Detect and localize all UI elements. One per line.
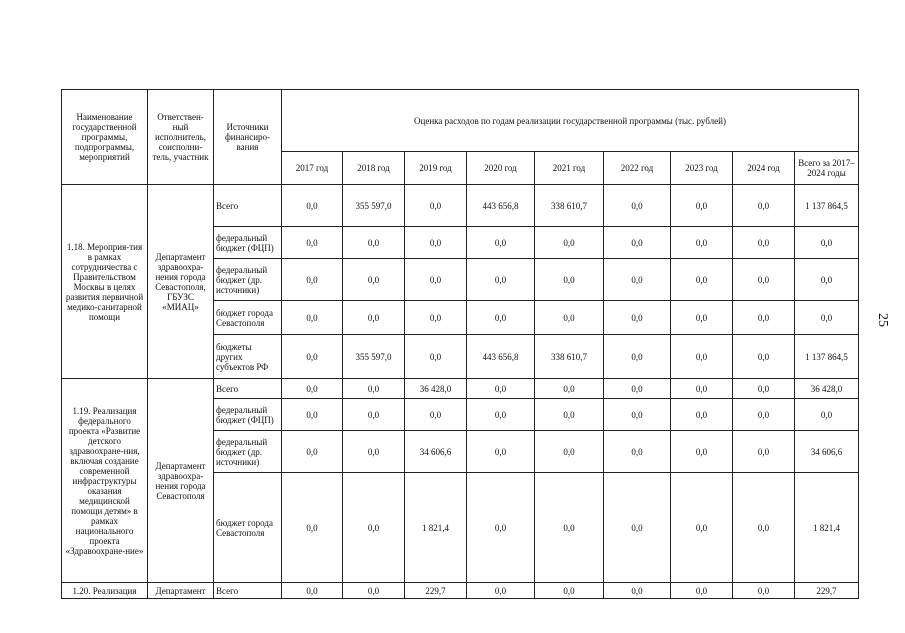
year-value: 0,0	[733, 301, 795, 335]
year-value: 0,0	[671, 259, 733, 301]
total-value: 0,0	[795, 399, 859, 431]
year-value: 229,7	[405, 583, 467, 599]
year-value: 0,0	[535, 259, 604, 301]
funding-source: бюджет города Севастополя	[214, 473, 282, 583]
year-value: 0,0	[467, 301, 535, 335]
header-year-total: Всего за 2017–2024 годы	[795, 152, 859, 185]
header-year: 2021 год	[535, 152, 604, 185]
year-value: 1 821,4	[405, 473, 467, 583]
header-year: 2024 год	[733, 152, 795, 185]
total-value: 0,0	[795, 301, 859, 335]
funding-source: Всего	[214, 185, 282, 227]
total-value: 0,0	[795, 259, 859, 301]
year-value: 0,0	[467, 399, 535, 431]
year-value: 0,0	[282, 227, 343, 259]
year-value: 0,0	[733, 185, 795, 227]
year-value: 0,0	[671, 473, 733, 583]
year-value: 0,0	[604, 379, 671, 399]
header-source: Источники финансиро-вания	[214, 90, 282, 185]
page-number: 25	[875, 313, 890, 327]
executor-name: Департамент здравоохра-нения города Севастополя	[148, 379, 214, 583]
year-value: 0,0	[733, 379, 795, 399]
year-value: 0,0	[343, 431, 405, 473]
year-value: 0,0	[604, 227, 671, 259]
year-value: 0,0	[282, 335, 343, 379]
year-value: 0,0	[535, 399, 604, 431]
year-value: 0,0	[467, 431, 535, 473]
header-year: 2017 год	[282, 152, 343, 185]
executor-name: Департамент	[148, 583, 214, 599]
table-row	[62, 379, 859, 399]
year-value: 0,0	[733, 399, 795, 431]
year-value: 0,0	[282, 379, 343, 399]
total-value: 1 137 864,5	[795, 185, 859, 227]
year-value: 443 656,8	[467, 335, 535, 379]
total-value: 0,0	[795, 227, 859, 259]
header-year: 2020 год	[467, 152, 535, 185]
year-value: 0,0	[671, 379, 733, 399]
year-value: 0,0	[467, 379, 535, 399]
year-value: 0,0	[604, 259, 671, 301]
header-estimate: Оценка расходов по годам реализации государственной программы (тыс. рублей)	[282, 90, 859, 152]
year-value: 0,0	[535, 301, 604, 335]
year-value: 0,0	[604, 431, 671, 473]
year-value: 0,0	[671, 227, 733, 259]
header-year: 2018 год	[343, 152, 405, 185]
year-value: 443 656,8	[467, 185, 535, 227]
year-value: 0,0	[467, 583, 535, 599]
year-value: 0,0	[282, 431, 343, 473]
funding-source: бюджеты других субъектов РФ	[214, 335, 282, 379]
year-value: 0,0	[671, 431, 733, 473]
header-year: 2022 год	[604, 152, 671, 185]
year-value: 0,0	[671, 583, 733, 599]
table-row	[62, 583, 859, 599]
year-value: 0,0	[343, 583, 405, 599]
total-value: 36 428,0	[795, 379, 859, 399]
year-value: 0,0	[343, 227, 405, 259]
year-value: 0,0	[671, 301, 733, 335]
funding-source: Всего	[214, 583, 282, 599]
year-value: 0,0	[733, 583, 795, 599]
table-body	[62, 185, 859, 599]
funding-source: Всего	[214, 379, 282, 399]
year-value: 0,0	[467, 227, 535, 259]
year-value: 338 610,7	[535, 335, 604, 379]
budget-table	[61, 89, 859, 599]
total-value: 34 606,6	[795, 431, 859, 473]
year-value: 0,0	[282, 583, 343, 599]
year-value: 0,0	[343, 301, 405, 335]
year-value: 0,0	[671, 335, 733, 379]
header-year: 2023 год	[671, 152, 733, 185]
year-value: 0,0	[343, 259, 405, 301]
year-value: 0,0	[604, 473, 671, 583]
year-value: 0,0	[733, 335, 795, 379]
header-program: Наименование государственной программы, подпрограммы, мероприятий	[62, 90, 148, 185]
year-value: 0,0	[343, 473, 405, 583]
year-value: 0,0	[604, 185, 671, 227]
total-value: 229,7	[795, 583, 859, 599]
funding-source: федеральный бюджет (др. источники)	[214, 431, 282, 473]
year-value: 0,0	[671, 185, 733, 227]
funding-source: федеральный бюджет (ФЦП)	[214, 399, 282, 431]
year-value: 0,0	[467, 259, 535, 301]
year-value: 0,0	[733, 259, 795, 301]
year-value: 0,0	[604, 335, 671, 379]
year-value: 0,0	[282, 185, 343, 227]
year-value: 0,0	[733, 473, 795, 583]
year-value: 0,0	[467, 473, 535, 583]
executor-name: Департамент здравоохра-нения города Севастополя, ГБУЗС «МИАЦ»	[148, 185, 214, 379]
year-value: 0,0	[282, 301, 343, 335]
year-value: 0,0	[535, 473, 604, 583]
funding-source: бюджет города Севастополя	[214, 301, 282, 335]
year-value: 0,0	[405, 301, 467, 335]
total-value: 1 137 864,5	[795, 335, 859, 379]
year-value: 338 610,7	[535, 185, 604, 227]
program-name: 1.19. Реализация федерального проекта «Развитие детского здравоохране-ния, включая создание современной инфраструктуры оказания медицинской помощи детям» в рамках национального проекта «Здравоохране-ние»	[62, 379, 148, 583]
year-value: 0,0	[535, 227, 604, 259]
year-value: 0,0	[535, 431, 604, 473]
year-value: 34 606,6	[405, 431, 467, 473]
year-value: 355 597,0	[343, 185, 405, 227]
year-value: 0,0	[405, 335, 467, 379]
year-value: 0,0	[733, 431, 795, 473]
year-value: 0,0	[535, 379, 604, 399]
year-value: 0,0	[282, 259, 343, 301]
table-row	[62, 185, 859, 227]
year-value: 0,0	[282, 473, 343, 583]
year-value: 0,0	[671, 399, 733, 431]
year-value: 0,0	[733, 227, 795, 259]
funding-source: федеральный бюджет (ФЦП)	[214, 227, 282, 259]
year-value: 0,0	[604, 301, 671, 335]
year-value: 0,0	[343, 399, 405, 431]
header-executor: Ответствен-ный исполнитель, соисполни-тель, участник	[148, 90, 214, 185]
funding-source: федеральный бюджет (др. источники)	[214, 259, 282, 301]
year-value: 0,0	[405, 185, 467, 227]
year-value: 0,0	[282, 399, 343, 431]
year-value: 0,0	[604, 399, 671, 431]
program-name: 1.20. Реализация	[62, 583, 148, 599]
year-value: 0,0	[405, 399, 467, 431]
year-value: 0,0	[604, 583, 671, 599]
year-value: 0,0	[405, 259, 467, 301]
year-value: 0,0	[535, 583, 604, 599]
year-value: 36 428,0	[405, 379, 467, 399]
year-value: 0,0	[343, 379, 405, 399]
total-value: 1 821,4	[795, 473, 859, 583]
program-name: 1.18. Мероприя-тия в рамках сотрудничества с Правительством Москвы в целях развития первичной медико-санитарной помощи	[62, 185, 148, 379]
year-value: 0,0	[405, 227, 467, 259]
header-year: 2019 год	[405, 152, 467, 185]
year-value: 355 597,0	[343, 335, 405, 379]
